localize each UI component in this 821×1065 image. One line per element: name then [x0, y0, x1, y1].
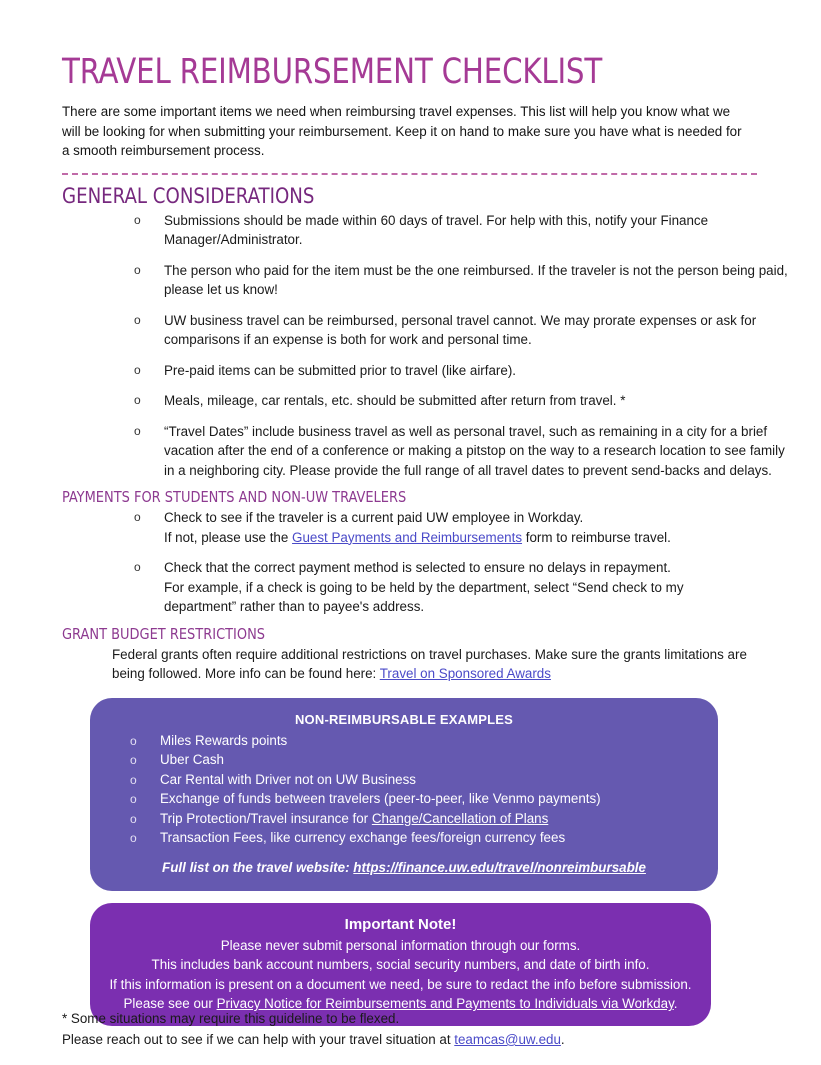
- bullet-marker-icon: o: [130, 733, 137, 748]
- bullet-marker-icon: o: [130, 831, 137, 845]
- footer-notes: [62, 1008, 762, 1050]
- bullet-marker-icon: o: [134, 560, 141, 574]
- box-title: NON-REIMBURSABLE EXAMPLES: [294, 711, 514, 727]
- list-item-text: The person who paid for the item must be the one reimbursed. If the traveler is not the person being paid, please let us know!: [164, 262, 788, 297]
- list-item-text: Car Rental with Driver not on UW Business: [160, 771, 416, 787]
- bullet-marker-icon: o: [134, 212, 141, 227]
- dashed-divider: [62, 173, 757, 175]
- list-item: [134, 558, 794, 617]
- payments-students-list: [62, 508, 759, 617]
- intro-paragraph: There are some important items we need when reimbursing travel expenses. This list will help you know what we will be looking for when submitting your reimbursement. Keep it on hand to make sure you have what is needed for a smooth reimbursement process.: [62, 104, 742, 158]
- grant-budget-text: Federal grants often require additional restrictions on travel purchases. Make sure the grants limitations are being followed. More info can be found here:: [112, 646, 747, 681]
- footer-line-2: [62, 1029, 762, 1050]
- travel-on-sponsored-awards-link[interactable]: Travel on Sponsored Awards: [379, 666, 551, 681]
- list-item-text: Exchange of funds between travelers (peer-to-peer, like Venmo payments): [160, 791, 601, 806]
- footer-line-2-suffix: .: [560, 1032, 565, 1047]
- teamcas-email-link[interactable]: teamcas@uw.edu: [454, 1032, 561, 1047]
- important-note-line: Please never submit personal information through our forms.: [220, 937, 581, 953]
- list-item: [130, 829, 690, 848]
- section-heading-grant-budget: GRANT BUDGET RESTRICTIONS: [62, 624, 266, 643]
- list-item-text: Trip Protection/Travel insurance for: [160, 810, 372, 826]
- general-considerations-list: [62, 211, 788, 481]
- full-list-line: [90, 859, 718, 877]
- list-item: [130, 771, 690, 790]
- list-item: [130, 732, 690, 751]
- page-title: TRAVEL REIMBURSEMENT CHECKLIST: [62, 52, 603, 92]
- guest-payments-link[interactable]: Guest Payments and Reimbursements: [292, 529, 523, 545]
- bullet-marker-icon: o: [130, 811, 137, 826]
- full-list-label: Full list on the travel website:: [162, 859, 354, 875]
- bullet-marker-icon: o: [130, 772, 137, 787]
- list-item: [134, 311, 794, 350]
- bullet-marker-icon: o: [134, 262, 141, 277]
- list-item: [130, 751, 690, 770]
- list-item: [134, 211, 794, 250]
- list-item-text: “Travel Dates” include business travel as well as personal travel, such as remaining in a city for a brief vacation after the end of a conference or making a pitstop on the way to a research location to see family in a neighboring city. Please provide the full range of all travel dates to prevent send-backs and delays.: [164, 423, 785, 478]
- list-item: [134, 508, 794, 547]
- privacy-notice-prefix: Please see our: [123, 996, 217, 1011]
- list-item-line: Check to see if the traveler is a current paid UW employee in Workday.: [164, 510, 584, 525]
- section-heading-general-considerations: GENERAL CONSIDERATIONS: [62, 183, 315, 209]
- bullet-marker-icon: o: [134, 423, 141, 438]
- list-item-text: Pre-paid items can be submitted prior to travel (like airfare).: [164, 362, 517, 378]
- nonreimbursable-url-link[interactable]: https://finance.uw.edu/travel/nonreimbursable: [353, 859, 646, 875]
- list-item: [134, 422, 794, 481]
- important-note-line: If this information is present on a document we need, be sure to redact the info before submission.: [109, 976, 692, 992]
- list-item-text: Uber Cash: [160, 752, 225, 767]
- list-item-text: Transaction Fees, like currency exchange fees/foreign currency fees: [160, 830, 566, 845]
- bullet-marker-icon: o: [134, 362, 141, 377]
- list-item-line-prefix: If not, please use the: [164, 529, 293, 545]
- list-item: [134, 261, 794, 300]
- privacy-notice-suffix: .: [673, 996, 678, 1011]
- bullet-marker-icon: o: [134, 510, 141, 524]
- bullet-marker-icon: o: [134, 393, 141, 407]
- important-note-line: This includes bank account numbers, social security numbers, and date of birth info.: [151, 957, 650, 972]
- footer-line-1: * Some situations may require this guideline to be flexed.: [62, 1011, 400, 1026]
- list-item-line: For example, if a check is going to be held by the department, select “Send check to my: [164, 579, 684, 595]
- privacy-notice-link[interactable]: Privacy Notice for Reimbursements and Payments to Individuals via Workday: [216, 996, 674, 1011]
- bullet-marker-icon: o: [134, 312, 141, 327]
- list-item: [134, 361, 794, 381]
- list-item-text: Submissions should be made within 60 days of travel. For help with this, notify your Finance Manager/Administrator.: [164, 212, 709, 247]
- bullet-marker-icon: o: [130, 753, 137, 767]
- list-item-line-suffix: form to reimburse travel.: [522, 529, 671, 545]
- section-heading-payments-students: PAYMENTS FOR STUDENTS AND NON-UW TRAVELERS: [62, 488, 407, 506]
- list-item-line: Check that the correct payment method is selected to ensure no delays in repayment.: [164, 560, 671, 575]
- list-item: [130, 790, 690, 809]
- bullet-marker-icon: o: [130, 792, 137, 806]
- list-item: [130, 810, 690, 829]
- list-item-line: department” rather than to payee's address.: [164, 599, 425, 614]
- non-reimbursable-examples-box: [90, 698, 718, 891]
- important-note-title: Important Note!: [344, 915, 457, 933]
- list-item-text: Miles Rewards points: [160, 732, 288, 748]
- list-item: [134, 391, 794, 411]
- list-item-text: Meals, mileage, car rentals, etc. should be submitted after return from travel. *: [164, 393, 626, 408]
- non-reimbursable-list: [90, 732, 718, 848]
- footer-line-2-prefix: Please reach out to see if we can help with your travel situation at: [62, 1032, 455, 1047]
- change-cancellation-of-plans-link[interactable]: Change/Cancellation of Plans: [371, 810, 549, 826]
- grant-budget-paragraph: [112, 645, 772, 684]
- list-item-text: UW business travel can be reimbursed, personal travel cannot. We may prorate expenses or ask for comparisons if an expense is both for work and personal time.: [164, 312, 757, 347]
